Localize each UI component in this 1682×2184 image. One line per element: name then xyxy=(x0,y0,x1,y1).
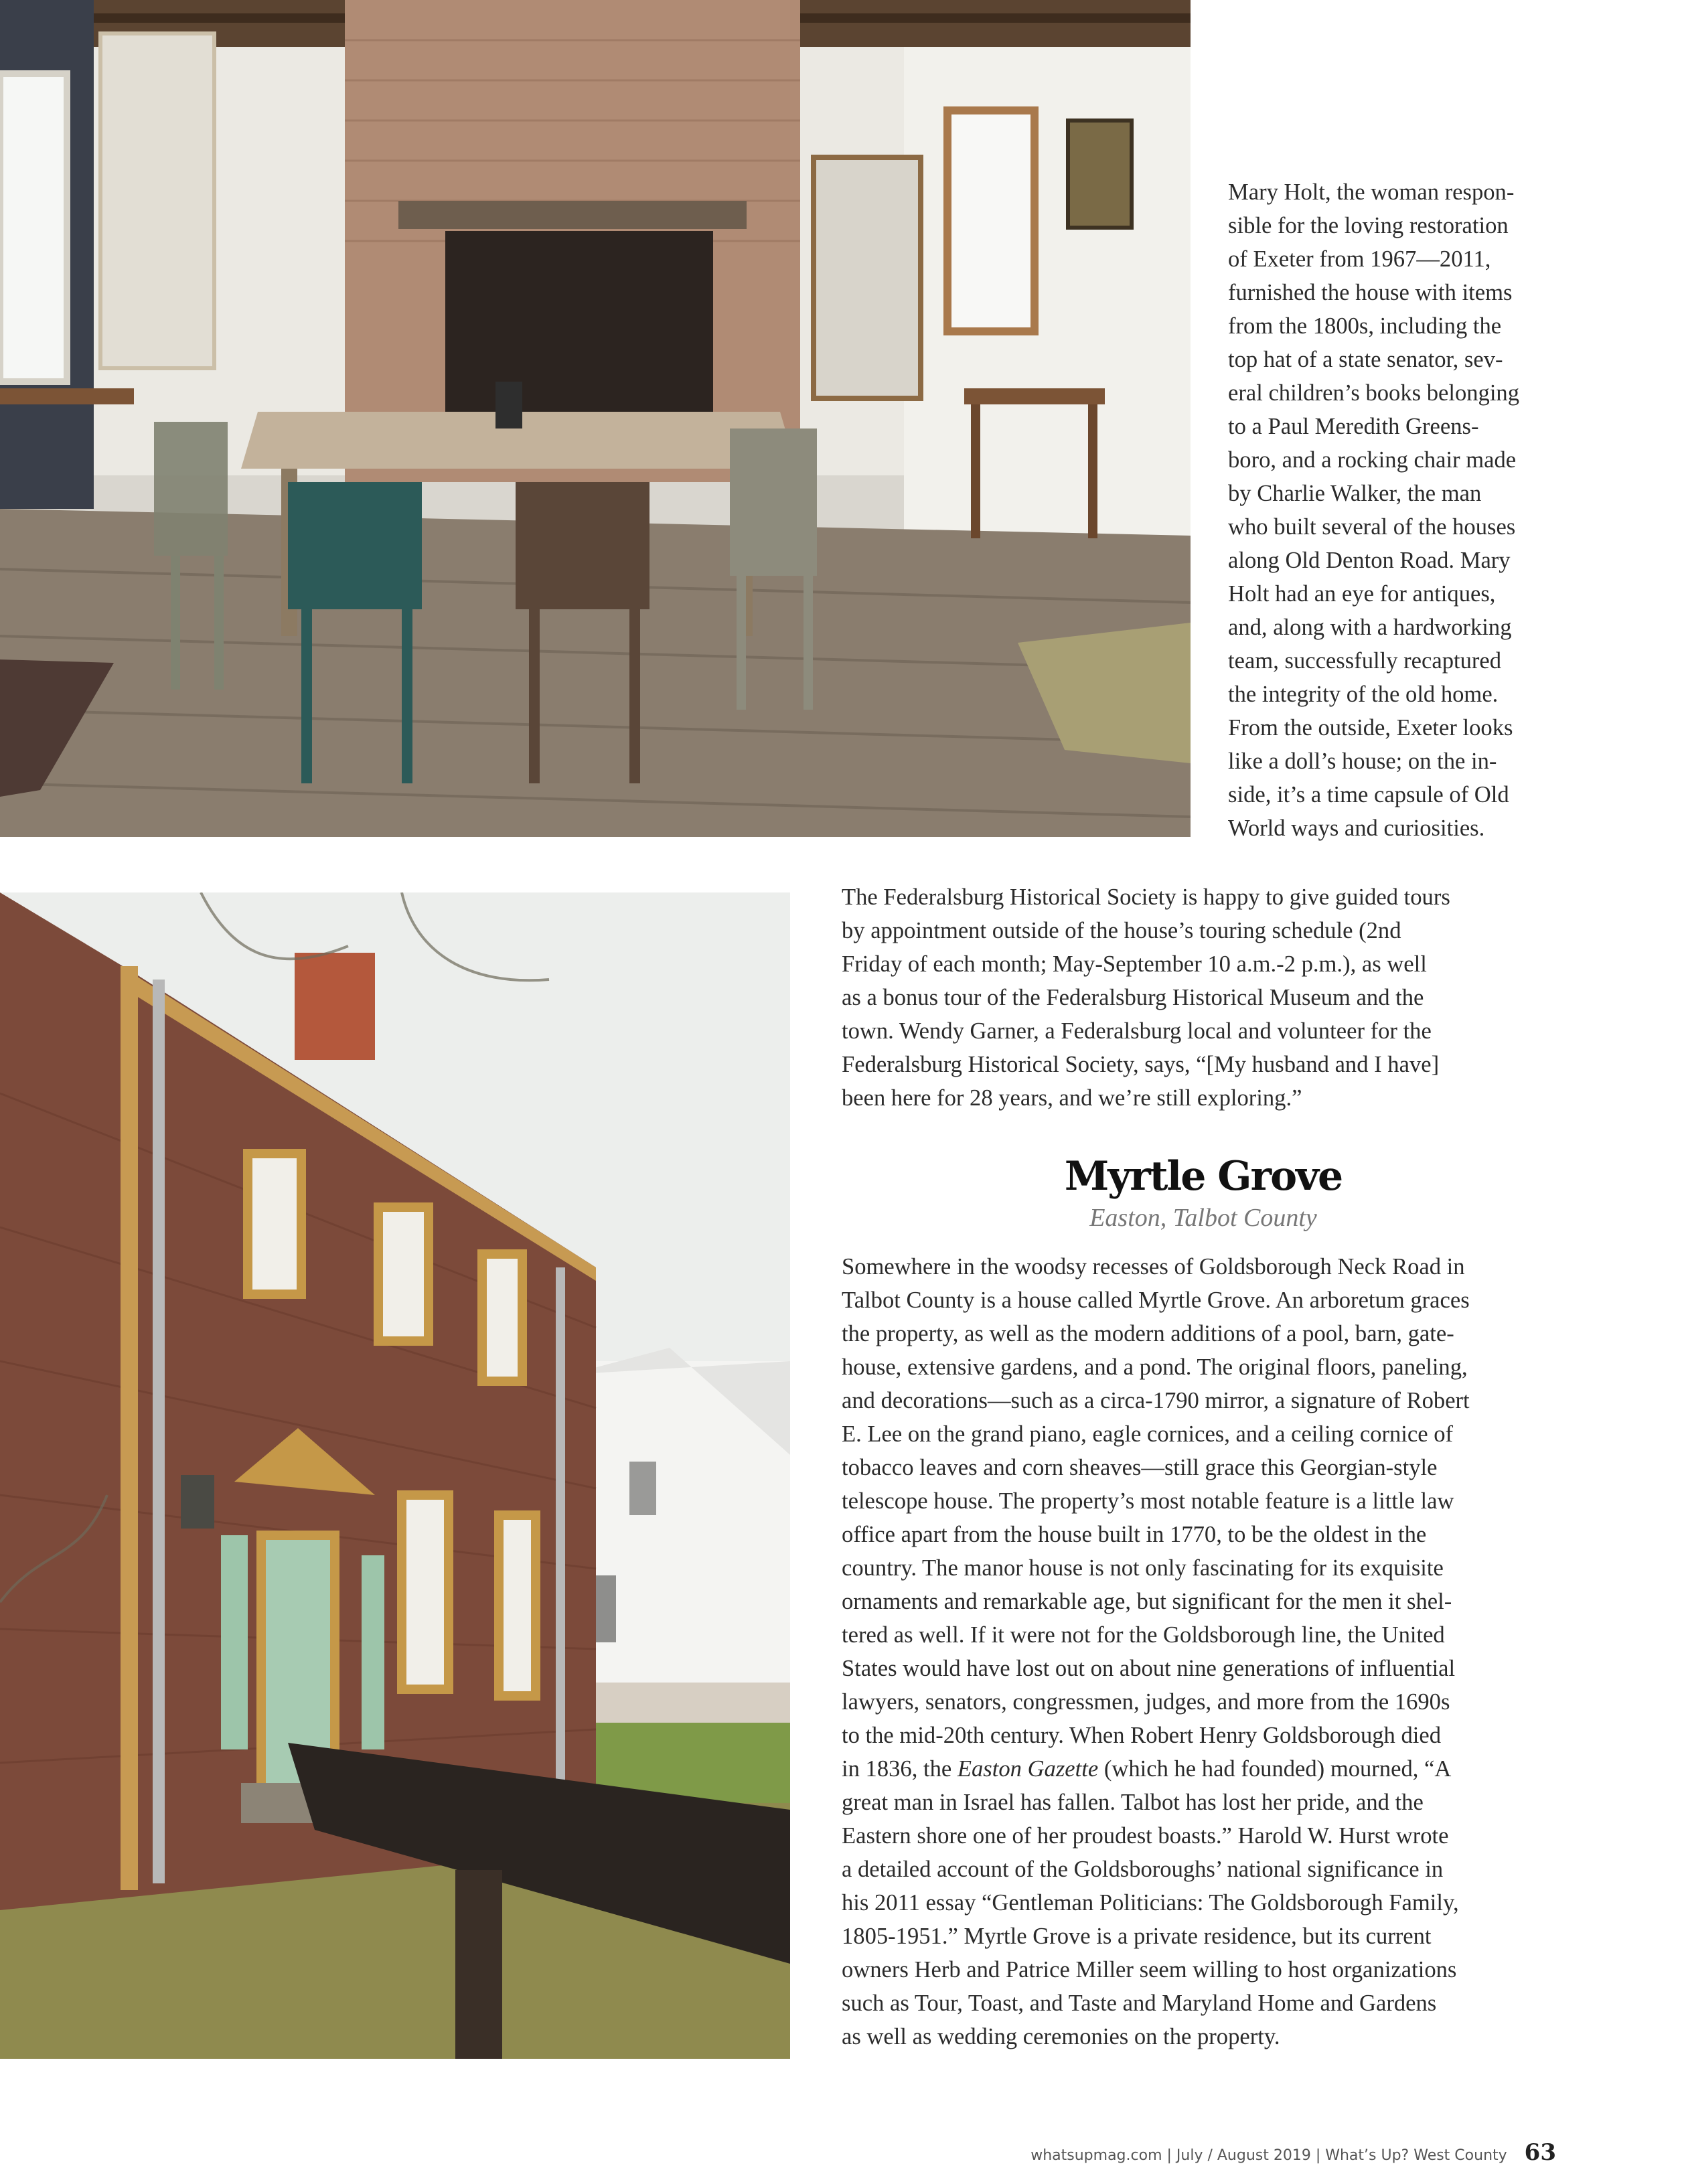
text-line: as a bonus tour of the Federalsburg Historical Museum and the xyxy=(842,985,1424,1010)
text-line: telescope house. The property’s most notable feature is a little law xyxy=(842,1488,1454,1514)
text-line: such as Tour, Toast, and Taste and Maryland Home and Gardens xyxy=(842,1991,1437,2016)
section-subtitle: Easton, Talbot County xyxy=(1089,1204,1317,1232)
exterior-photo xyxy=(0,892,790,2059)
text-line: been here for 28 years, and we’re still exploring.” xyxy=(842,1085,1302,1111)
tours-paragraph xyxy=(842,880,1565,1115)
text-line: along Old Denton Road. Mary xyxy=(1228,548,1511,573)
text-line: country. The manor house is not only fascinating for its exquisite xyxy=(842,1555,1444,1581)
text-line: The Federalsburg Historical Society is happy to give guided tours xyxy=(842,884,1450,910)
text-line: Eastern shore one of her proudest boasts.” Harold W. Hurst wrote xyxy=(842,1823,1449,1849)
text-line: and, along with a hardworking xyxy=(1228,615,1512,640)
text-line: Talbot County is a house called Myrtle Grove. An arboretum graces xyxy=(842,1288,1470,1313)
text-line: tered as well. If it were not for the Goldsborough line, the United xyxy=(842,1622,1445,1648)
text-line: Holt had an eye for antiques, xyxy=(1228,581,1496,607)
text-line: From the outside, Exeter looks xyxy=(1228,715,1513,740)
footer-text: whatsupmag.com | July / August 2019 | What’s Up? West County xyxy=(1030,2147,1507,2164)
text-line: who built several of the houses xyxy=(1228,514,1516,540)
page-number: 63 xyxy=(1524,2139,1556,2166)
text-line: ornaments and remarkable age, but significant for the men it shel- xyxy=(842,1589,1452,1614)
text-line: sible for the loving restoration xyxy=(1228,213,1509,238)
intro-paragraph xyxy=(1228,175,1576,845)
text-line: 1805-1951.” Myrtle Grove is a private residence, but its current xyxy=(842,1924,1432,1949)
myrtle-grove-paragraph xyxy=(842,1250,1565,2053)
text-line: town. Wendy Garner, a Federalsburg local and volunteer for the xyxy=(842,1018,1432,1044)
text-line: like a doll’s house; on the in- xyxy=(1228,749,1497,774)
text-line: eral children’s books belonging xyxy=(1228,380,1520,406)
text-line: as well as wedding ceremonies on the property. xyxy=(842,2024,1280,2049)
text-line: great man in Israel has fallen. Talbot has lost her pride, and the xyxy=(842,1790,1424,1815)
text-line: owners Herb and Patrice Miller seem willing to host organizations xyxy=(842,1957,1457,1982)
text-line: from the 1800s, including the xyxy=(1228,313,1502,339)
publication-name: Easton Gazette xyxy=(957,1756,1099,1782)
text-line: the integrity of the old home. xyxy=(1228,682,1499,707)
text-line: States would have lost out on about nine generations of influential xyxy=(842,1656,1456,1681)
text-line: top hat of a state senator, sev- xyxy=(1228,347,1503,372)
text-line: team, successfully recaptured xyxy=(1228,648,1502,674)
text-line: Somewhere in the woodsy recesses of Goldsborough Neck Road in xyxy=(842,1254,1465,1279)
text-line: to the mid-20th century. When Robert Henry Goldsborough died xyxy=(842,1723,1442,1748)
text-line: by Charlie Walker, the man xyxy=(1228,481,1482,506)
text-line: boro, and a rocking chair made xyxy=(1228,447,1517,473)
text-line: a detailed account of the Goldsboroughs’ national significance in xyxy=(842,1857,1444,1882)
text-line: tobacco leaves and corn sheaves—still grace this Georgian-style xyxy=(842,1455,1438,1480)
text-line: World ways and curiosities. xyxy=(1228,815,1485,841)
text-fragment: in 1836, the xyxy=(842,1756,958,1782)
section-title: Myrtle Grove xyxy=(1064,1153,1343,1200)
text-fragment: (which he had founded) mourned, “A xyxy=(1098,1756,1452,1782)
text-line: to a Paul Meredith Greens- xyxy=(1228,414,1479,439)
text-line: the property, as well as the modern additions of a pool, barn, gate- xyxy=(842,1321,1454,1346)
text-line: furnished the house with items xyxy=(1228,280,1513,305)
text-line: his 2011 essay “Gentleman Politicians: The Goldsborough Family, xyxy=(842,1890,1459,1916)
interior-photo xyxy=(0,0,1191,837)
text-line: Federalsburg Historical Society, says, “[My husband and I have] xyxy=(842,1052,1440,1077)
text-line: by appointment outside of the house’s touring schedule (2nd xyxy=(842,918,1401,943)
text-line: E. Lee on the grand piano, eagle cornices, and a ceiling cornice of xyxy=(842,1421,1454,1447)
text-line: of Exeter from 1967—2011, xyxy=(1228,246,1491,272)
text-line xyxy=(842,1752,1565,1786)
text-line: Friday of each month; May-September 10 a.m.-2 p.m.), as well xyxy=(842,951,1427,977)
text-line: lawyers, senators, congressmen, judges, and more from the 1690s xyxy=(842,1689,1450,1715)
text-line: Mary Holt, the woman respon- xyxy=(1228,179,1515,205)
text-line: and decorations—such as a circa-1790 mirror, a signature of Robert xyxy=(842,1388,1470,1413)
page-footer xyxy=(1030,2139,1556,2166)
text-line: office apart from the house built in 1770, to be the oldest in the xyxy=(842,1522,1427,1547)
text-line: house, extensive gardens, and a pond. The original floors, paneling, xyxy=(842,1354,1468,1380)
text-line: side, it’s a time capsule of Old xyxy=(1228,782,1509,807)
